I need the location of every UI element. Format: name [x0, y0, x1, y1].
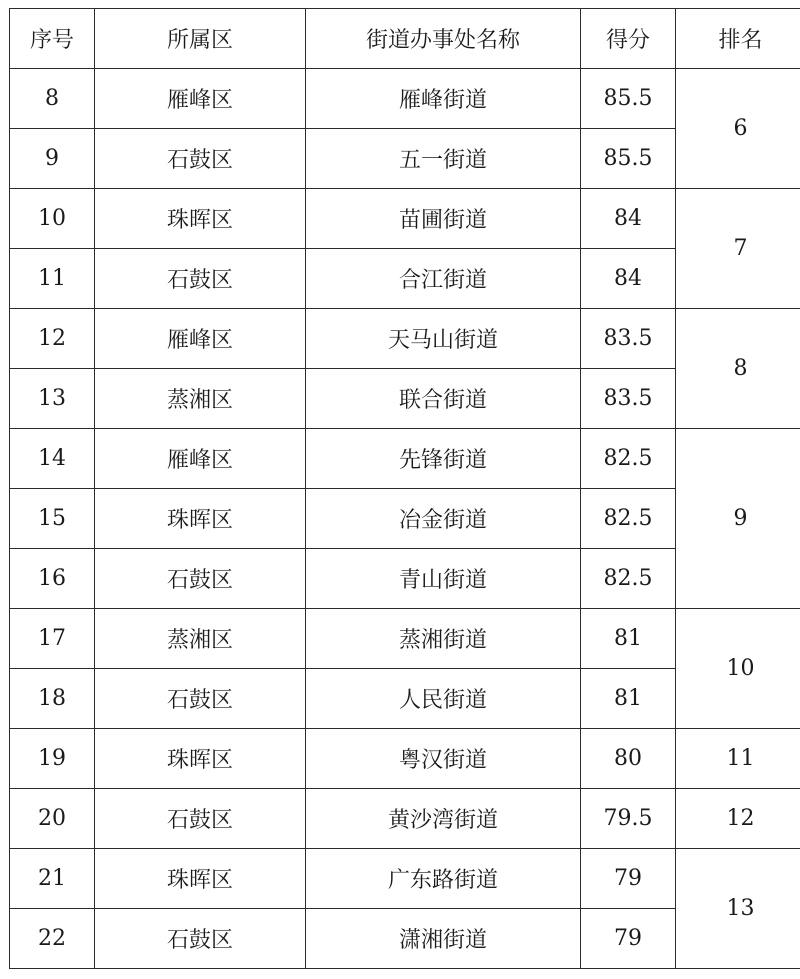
cell-district: 珠晖区: [95, 489, 306, 549]
table-row: [10, 789, 800, 849]
cell-district: 石鼓区: [95, 669, 306, 729]
cell-serial-number: 9: [10, 129, 95, 189]
cell-street-name: 人民街道: [306, 669, 581, 729]
cell-district: 蒸湘区: [95, 609, 306, 669]
cell-score: 84: [581, 249, 676, 309]
cell-street-name: 联合街道: [306, 369, 581, 429]
table-row: [10, 429, 800, 489]
cell-score: 83.5: [581, 309, 676, 369]
cell-street-name: 冶金街道: [306, 489, 581, 549]
cell-district: 石鼓区: [95, 789, 306, 849]
cell-rank: 8: [676, 309, 800, 429]
cell-score: 84: [581, 189, 676, 249]
cell-district: 石鼓区: [95, 249, 306, 309]
cell-serial-number: 11: [10, 249, 95, 309]
header-district: 所属区: [95, 9, 306, 69]
table-row: [10, 849, 800, 909]
cell-rank: 12: [676, 789, 800, 849]
header-rank: 排名: [676, 9, 800, 69]
cell-serial-number: 16: [10, 549, 95, 609]
cell-score: 82.5: [581, 429, 676, 489]
cell-district: 珠晖区: [95, 849, 306, 909]
cell-score: 82.5: [581, 549, 676, 609]
cell-district: 雁峰区: [95, 429, 306, 489]
cell-district: 蒸湘区: [95, 369, 306, 429]
cell-serial-number: 10: [10, 189, 95, 249]
cell-score: 79.5: [581, 789, 676, 849]
cell-district: 石鼓区: [95, 129, 306, 189]
cell-rank: 10: [676, 609, 800, 729]
cell-score: 83.5: [581, 369, 676, 429]
cell-score: 79: [581, 849, 676, 909]
table-header: [10, 9, 800, 69]
cell-street-name: 雁峰街道: [306, 69, 581, 129]
cell-street-name: 蒸湘街道: [306, 609, 581, 669]
header-row: [10, 9, 800, 69]
cell-serial-number: 22: [10, 909, 95, 969]
cell-serial-number: 15: [10, 489, 95, 549]
table-body: [10, 69, 800, 969]
table-row: [10, 69, 800, 129]
header-street-office-name: 街道办事处名称: [306, 9, 581, 69]
cell-district: 石鼓区: [95, 909, 306, 969]
cell-rank: 9: [676, 429, 800, 609]
cell-score: 80: [581, 729, 676, 789]
cell-district: 雁峰区: [95, 309, 306, 369]
cell-street-name: 先锋街道: [306, 429, 581, 489]
cell-serial-number: 20: [10, 789, 95, 849]
cell-score: 79: [581, 909, 676, 969]
cell-district: 珠晖区: [95, 729, 306, 789]
cell-rank: 11: [676, 729, 800, 789]
table-row: [10, 189, 800, 249]
cell-district: 珠晖区: [95, 189, 306, 249]
cell-serial-number: 12: [10, 309, 95, 369]
cell-street-name: 粤汉街道: [306, 729, 581, 789]
table-row: [10, 609, 800, 669]
cell-rank: 13: [676, 849, 800, 969]
cell-rank: 7: [676, 189, 800, 309]
cell-street-name: 黄沙湾街道: [306, 789, 581, 849]
cell-rank: 6: [676, 69, 800, 189]
cell-serial-number: 8: [10, 69, 95, 129]
cell-serial-number: 13: [10, 369, 95, 429]
cell-serial-number: 21: [10, 849, 95, 909]
cell-street-name: 青山街道: [306, 549, 581, 609]
table-row: [10, 729, 800, 789]
header-serial-number: 序号: [10, 9, 95, 69]
cell-street-name: 天马山街道: [306, 309, 581, 369]
cell-serial-number: 19: [10, 729, 95, 789]
cell-street-name: 合江街道: [306, 249, 581, 309]
cell-district: 石鼓区: [95, 549, 306, 609]
cell-street-name: 五一街道: [306, 129, 581, 189]
ranking-table: [9, 8, 800, 969]
cell-street-name: 苗圃街道: [306, 189, 581, 249]
table-row: [10, 309, 800, 369]
cell-street-name: 潇湘街道: [306, 909, 581, 969]
cell-score: 81: [581, 669, 676, 729]
cell-serial-number: 14: [10, 429, 95, 489]
cell-district: 雁峰区: [95, 69, 306, 129]
cell-score: 85.5: [581, 129, 676, 189]
cell-score: 85.5: [581, 69, 676, 129]
cell-street-name: 广东路街道: [306, 849, 581, 909]
cell-serial-number: 17: [10, 609, 95, 669]
header-score: 得分: [581, 9, 676, 69]
cell-score: 82.5: [581, 489, 676, 549]
cell-score: 81: [581, 609, 676, 669]
cell-serial-number: 18: [10, 669, 95, 729]
